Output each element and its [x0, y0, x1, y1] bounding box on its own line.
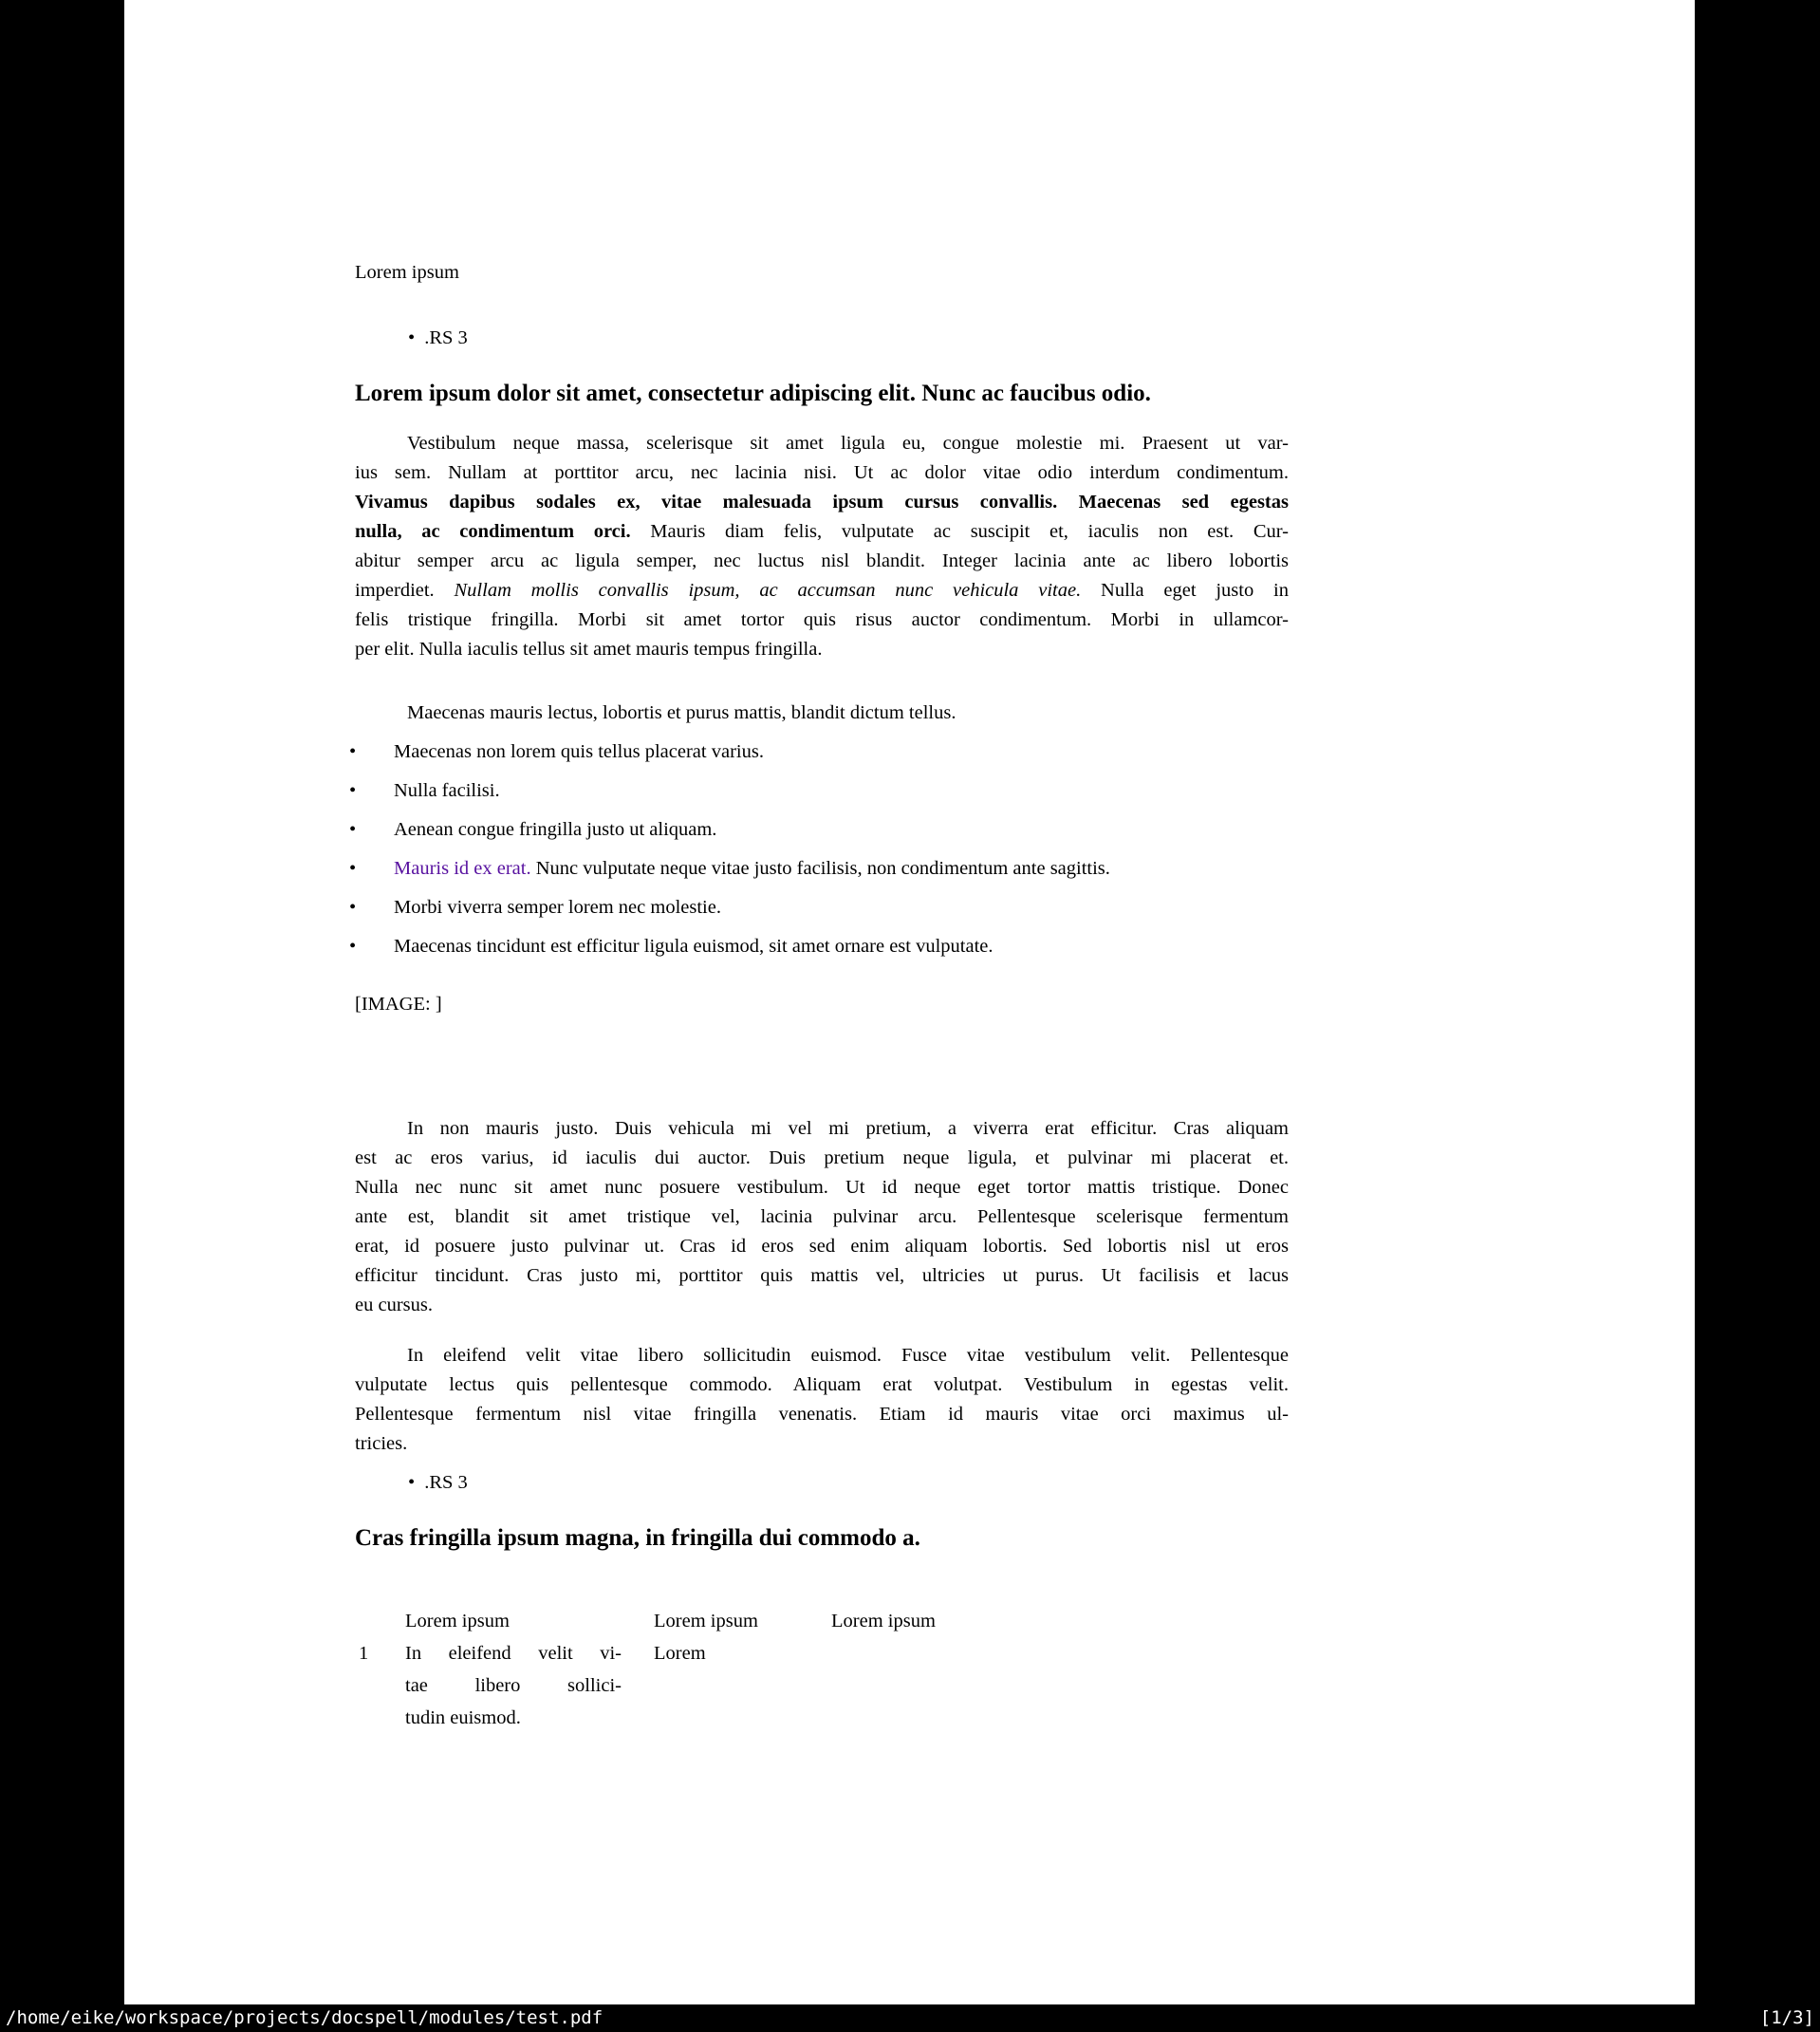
bullet-icon: • [408, 327, 416, 348]
paragraph-3 [355, 1114, 1289, 1320]
table-cell-2: Lorem [654, 1643, 706, 1664]
table-cell-line: tudin euismod. [405, 1707, 521, 1728]
intro-line: Lorem ipsum [355, 262, 459, 283]
table-cell-3 [799, 1637, 1289, 1734]
table-cell-line: tae libero sollici- [405, 1675, 622, 1696]
table-header-1: Lorem ipsum [405, 1611, 510, 1631]
bullet-icon: • [349, 780, 357, 801]
statusbar-page-indicator: [1/3] [1759, 2007, 1814, 2028]
text-line: imperdiet. Nullam mollis convallis ipsum, ac accumsan nunc vehicula vitae. Nulla eget justo in [355, 580, 1289, 601]
table-cell-line: In eleifend velit vi- [405, 1643, 622, 1664]
table-header-num [355, 1605, 405, 1637]
bullet-icon: • [349, 819, 357, 840]
bullet-icon: • [349, 897, 357, 918]
bullet-list-item: • Maecenas tincidunt est efficitur ligula euismod, sit amet ornare est vulputate. [355, 932, 1289, 961]
table-header-row [355, 1605, 1289, 1637]
bullet-list-item: • Maecenas non lorem quis tellus placerat varius. [355, 737, 1289, 767]
table-row [355, 1637, 1289, 1734]
text-line: In eleifend velit vitae libero sollicitudin euismod. Fusce vitae vestibulum velit. Pellentesque [407, 1345, 1289, 1366]
bullet-icon: • [349, 741, 357, 762]
statusbar [0, 2004, 1820, 2032]
bullet-icon: • [349, 858, 357, 879]
text-line: ante est, blandit sit amet tristique vel, lacinia pulvinar arcu. Pellentesque scelerisque fermentum [355, 1206, 1289, 1227]
bullet-list-item: • Aenean congue fringilla justo ut aliquam. [355, 815, 1289, 845]
section-heading-2: Cras fringilla ipsum magna, in fringilla dui commodo a. [355, 1525, 920, 1551]
paragraph-2: Maecenas mauris lectus, lobortis et purus mattis, blandit dictum tellus. [407, 702, 956, 723]
pdf-page [124, 0, 1695, 2004]
text-line: Nulla nec nunc sit amet nunc posuere vestibulum. Ut id neque eget tortor mattis tristique. Donec [355, 1177, 1289, 1198]
rs-directive-item-1 [355, 324, 1289, 353]
statusbar-file-path: /home/eike/workspace/projects/docspell/modules/test.pdf [6, 2007, 604, 2028]
text-line: Vestibulum neque massa, scelerisque sit amet ligula eu, congue molestie mi. Praesent ut var- [407, 433, 1289, 454]
table-header-2: Lorem ipsum [654, 1611, 758, 1631]
text-line: nulla, ac condimentum orci. Mauris diam felis, vulputate ac suscipit et, iaculis non est. Cur- [355, 521, 1290, 542]
page-content [349, 0, 1290, 1734]
bullet-list-item: • Nulla facilisi. [355, 776, 1289, 806]
table-header-3: Lorem ipsum [831, 1611, 936, 1631]
text-line: per elit. Nulla iaculis tellus sit amet mauris tempus fringilla. [355, 639, 823, 660]
text-line: Vivamus dapibus sodales ex, vitae malesuada ipsum cursus convallis. Maecenas sed egestas [355, 492, 1289, 513]
text-line: eu cursus. [355, 1295, 433, 1315]
text-line: est ac eros varius, id iaculis dui auctor. Duis pretium neque ligula, et pulvinar mi placerat et. [355, 1147, 1289, 1168]
bullet-list-item: • Mauris id ex erat. Nunc vulputate neque vitae justo facilisis, non condimentum ante sagittis. [355, 854, 1289, 884]
paragraph-1 [355, 429, 1289, 664]
text-line: felis tristique fringilla. Morbi sit amet tortor quis risus auctor condimentum. Morbi in ullamcor- [355, 609, 1289, 630]
bullet-list [349, 737, 1289, 961]
text-line: abitur semper arcu ac ligula semper, nec luctus nisl blandit. Integer lacinia ante ac libero lobortis [355, 550, 1289, 571]
image-placeholder: [IMAGE: ] [355, 994, 442, 1015]
bullet-list-item: • Morbi viverra semper lorem nec molestie. [355, 893, 1289, 923]
paragraph-4 [355, 1341, 1289, 1459]
text-line: erat, id posuere justo pulvinar ut. Cras id eros sed enim aliquam lobortis. Sed lobortis nisl ut eros [355, 1236, 1289, 1257]
data-table [355, 1605, 1289, 1734]
table-cell-1 [405, 1637, 622, 1734]
rs-directive-text-2: .RS 3 [424, 1472, 468, 1493]
text-line: ius sem. Nullam at porttitor arcu, nec lacinia nisi. Ut ac dolor vitae odio interdum condimentum. [355, 462, 1289, 483]
text-line: tricies. [355, 1433, 408, 1454]
text-line: Pellentesque fermentum nisl vitae fringilla venenatis. Etiam id mauris vitae orci maximus ul- [355, 1404, 1289, 1425]
text-line: efficitur tincidunt. Cras justo mi, porttitor quis mattis vel, ultricies ut purus. Ut facilisis et lacus [355, 1265, 1289, 1286]
text-line: In non mauris justo. Duis vehicula mi vel mi pretium, a viverra erat efficitur. Cras aliquam [407, 1118, 1289, 1139]
section-heading-1: Lorem ipsum dolor sit amet, consectetur adipiscing elit. Nunc ac faucibus odio. [355, 381, 1151, 406]
rs-directive-text-1: .RS 3 [424, 327, 468, 348]
rs-directive-item-2 [355, 1468, 1289, 1498]
link-mauris-id-ex-erat[interactable]: Mauris id ex erat. [394, 858, 531, 879]
text-line: vulputate lectus quis pellentesque commodo. Aliquam erat volutpat. Vestibulum in egestas velit. [355, 1374, 1289, 1395]
bullet-icon: • [349, 936, 357, 957]
table-row-number: 1 [359, 1643, 369, 1664]
bullet-icon: • [408, 1472, 416, 1493]
